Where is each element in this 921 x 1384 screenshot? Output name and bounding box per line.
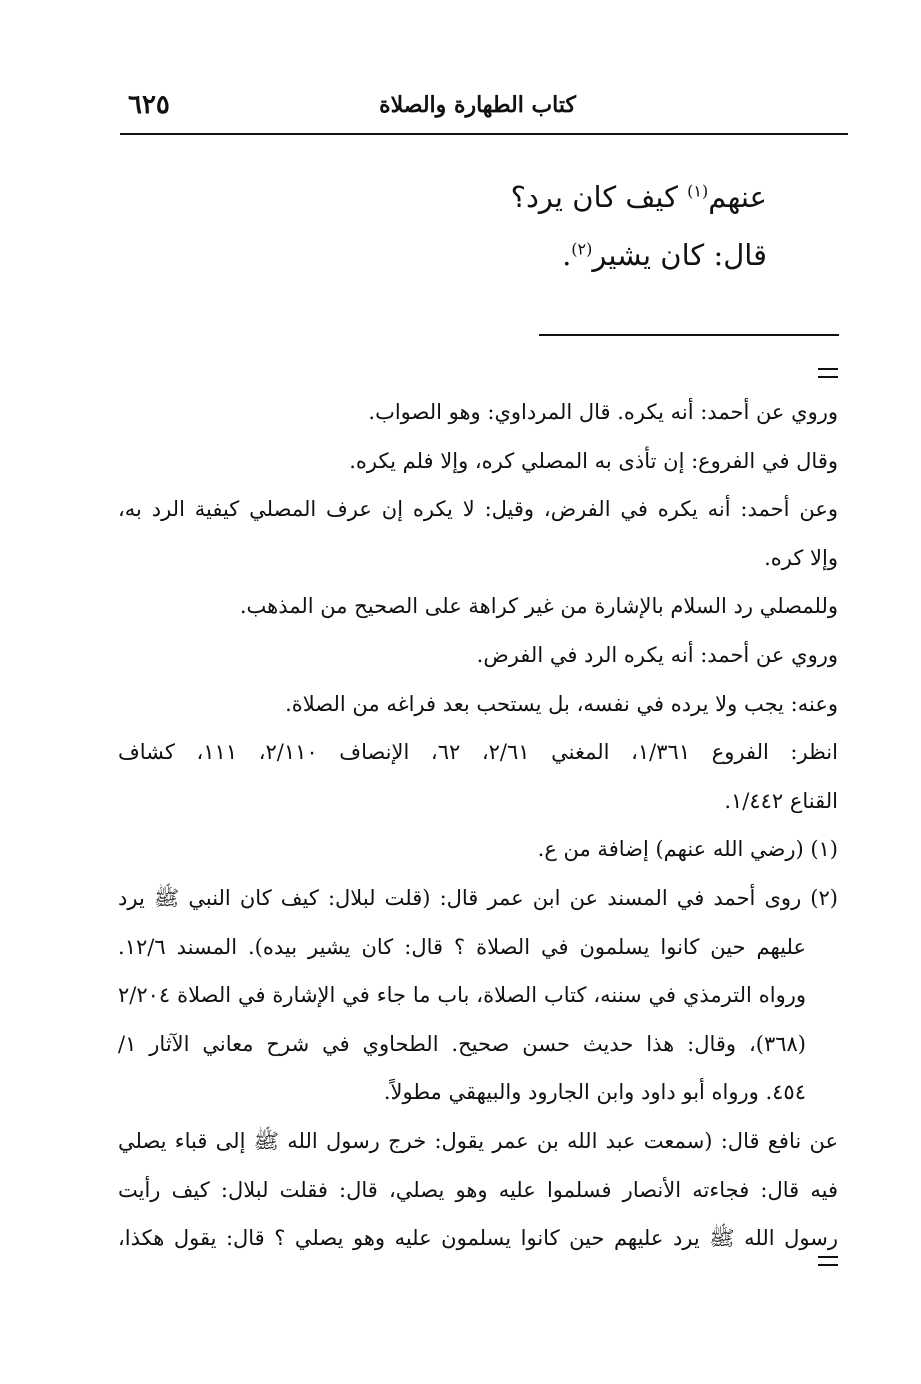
footnote-2-line: فيه قال: فجاءته الأنصار فسلموا عليه وهو يصلي، قال: فقلت لبلال: كيف رأيت — [118, 1177, 838, 1202]
footnote-ref-1: (١) — [687, 181, 709, 201]
note-line: وروي عن أحمد: أنه يكره. قال المرداوي: وهو الصواب. — [368, 400, 838, 424]
continuation-mark-bottom — [818, 1256, 838, 1266]
note-line: القناع ١/٤٤٢. — [724, 788, 838, 813]
continuation-mark-top — [818, 368, 838, 378]
header-rule — [120, 133, 848, 135]
footnote-2-line: (٢) روى أحمد في المسند عن ابن عمر قال: (قلت لبلال: كيف كان النبي ﷺ يرد — [118, 885, 838, 910]
footnote-2-line: (٣٦٨)، وقال: هذا حديث حسن صحيح. الطحاوي في شرح معاني الآثار ١/ — [118, 1031, 806, 1056]
footnote-separator — [539, 334, 839, 336]
footnote-2-line: عليهم حين كانوا يسلمون في الصلاة ؟ قال: كان يشير بيده). المسند ١٢/٦. — [118, 934, 806, 959]
footnote-1: (١) (رضي الله عنهم) إضافة من ع. — [537, 837, 838, 862]
note-line: وعن أحمد: أنه يكره في الفرض، وقيل: لا يكره إن عرف المصلي كيفية الرد به، — [118, 497, 838, 522]
footnote-ref-2: (٢) — [571, 239, 593, 259]
footnote-2-line: ورواه الترمذي في سننه، كتاب الصلاة، باب ما جاء في الإشارة في الصلاة ٢/٢٠٤ — [118, 983, 806, 1008]
note-line: وروي عن أحمد: أنه يكره الرد في الفرض. — [476, 642, 838, 667]
footnote-2-line: ٤٥٤. ورواه أبو داود وابن الجارود والبيهقي مطولاً. — [383, 1080, 806, 1105]
note-line: وللمصلي رد السلام بالإشارة من غير كراهة على الصحيح من المذهب. — [239, 594, 838, 619]
footnote-2-line: رسول الله ﷺ يرد عليهم حين كانوا يسلمون عليه وهو يصلي ؟ قال: يقول هكذا، — [118, 1226, 838, 1251]
note-line: وقال في الفروع: إن تأذى به المصلي كره، وإلا فلم يكره. — [349, 448, 838, 473]
note-line: وإلا كره. — [764, 545, 838, 570]
note-line: وعنه: يجب ولا يرده في نفسه، بل يستحب بعد فراغه من الصلاة. — [285, 691, 838, 716]
running-header — [120, 86, 848, 132]
main-line-2: قال: كان يشير$^{(٢)}$. — [562, 238, 767, 272]
page-number: ٦٢٥ — [128, 90, 170, 120]
main-line-1: عنهم$^{(١)}$ كيف كان يرد؟ — [510, 180, 767, 214]
main-text — [307, 168, 767, 284]
note-line: انظر: الفروع ١/٣٦١، المغني ٢/٦١، ٦٢، الإنصاف ٢/١١٠، ١١١، كشاف — [118, 740, 838, 765]
footnotes-block — [118, 388, 838, 1263]
book-title: كتاب الطهارة والصلاة — [379, 92, 576, 118]
footnote-2-line: عن نافع قال: (سمعت عبد الله بن عمر يقول: خرج رسول الله ﷺ إلى قباء يصلي — [118, 1128, 838, 1153]
